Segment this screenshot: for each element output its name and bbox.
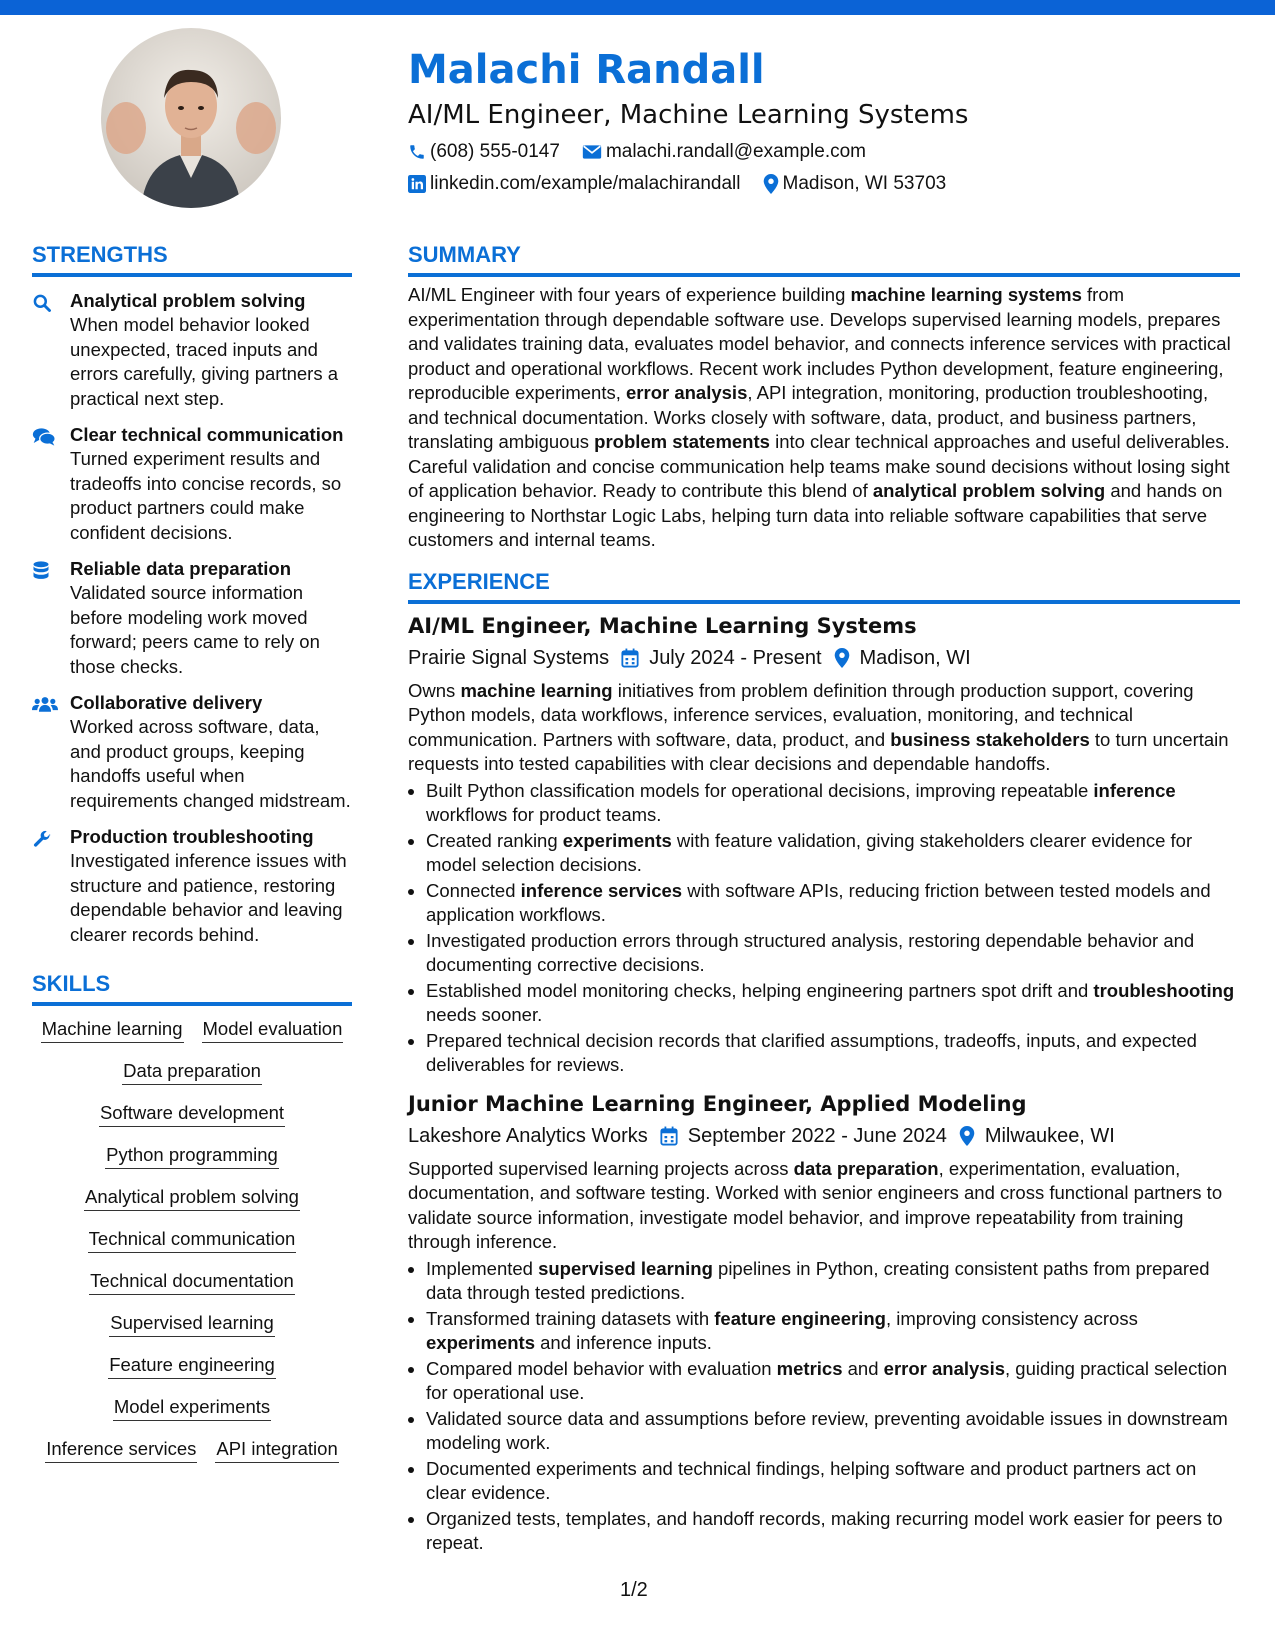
job-entry xyxy=(408,612,1240,1078)
bullet-item: • Built Python classification models for operational decisions, improving repeatable inference workflows for product teams. xyxy=(426,779,1240,828)
candidate-role: AI/ML Engineer, Machine Learning Systems xyxy=(408,100,969,130)
phone-contact[interactable] xyxy=(408,140,560,164)
skill-row xyxy=(122,1058,262,1085)
skill-row xyxy=(108,1352,276,1379)
strength-desc: Worked across software, data, and product groups, keeping handoffs useful when requirements changed midstream. xyxy=(70,716,351,811)
profile-photo xyxy=(101,28,281,208)
bullet-item: • Prepared technical decision records that clarified assumptions, tradeoffs, inputs, and expected deliverables for reviews. xyxy=(426,1029,1240,1078)
bullet-item: • Validated source data and assumptions before review, preventing avoidable issues in downstream modeling work. xyxy=(426,1407,1240,1456)
strength-title: Collaborative delivery xyxy=(70,692,263,713)
skill-row xyxy=(99,1100,285,1127)
summary-heading: SUMMARY xyxy=(408,240,1240,277)
bullet-item: • Organized tests, templates, and handoff records, making recurring model work easier for peers to repeat. xyxy=(426,1507,1240,1556)
job-meta xyxy=(408,643,1240,673)
job-company: Prairie Signal Systems xyxy=(408,646,610,669)
calendar-icon xyxy=(621,648,639,668)
users-icon xyxy=(32,691,70,813)
strength-desc: When model behavior looked unexpected, traced inputs and errors carefully, giving partners a practical next step. xyxy=(70,314,339,409)
skill-row xyxy=(89,1268,295,1295)
bullet-item: • Transformed training datasets with feature engineering, improving consistency across experiments and inference inputs. xyxy=(426,1307,1240,1356)
skill-tag: Feature engineering xyxy=(108,1352,276,1379)
job-dates: July 2024 - Present xyxy=(649,646,822,669)
bullet-item: • Established model monitoring checks, helping engineering partners spot drift and troubleshooting needs sooner. xyxy=(426,979,1240,1028)
bullet-item: • Created ranking experiments with feature validation, giving stakeholders clearer evidence for model selection decisions. xyxy=(426,829,1240,878)
skill-row xyxy=(105,1142,279,1169)
strength-item xyxy=(32,691,352,813)
skill-tag: Technical documentation xyxy=(89,1268,295,1295)
linkedin-url: linkedin.com/example/malachirandall xyxy=(430,173,741,194)
strength-desc: Validated source information before modeling work moved forward; peers came to rely on those checks. xyxy=(70,582,320,677)
job-dates: September 2022 - June 2024 xyxy=(687,1124,947,1147)
skill-row xyxy=(113,1394,271,1421)
email-icon xyxy=(582,144,602,160)
summary-text: AI/ML Engineer with four years of experience building machine learning systems from experimentation through dependable software use. Develops supervised learning models, prepares and validates training data, evaluates model behavior, and connects inference services with practical product and operational workflows. Recent work includes Python development, feature engineering, reproducible experiments, error analysis, API integration, monitoring, production troubleshooting, and technical documentation. Works closely with software, data, product, and business partners, translating ambiguous problem statements into clear technical approaches and useful deliverables. Careful validation and concise communication help teams make sound decisions without losing sight of application behavior. Ready to contribute this blend of analytical problem solving and hands on engineering to Northstar Logic Labs, helping turn data into reliable software capabilities that serve customers and internal teams. xyxy=(408,284,1231,550)
job-location: Madison, WI xyxy=(859,646,971,669)
email-address: malachi.randall@example.com xyxy=(605,141,866,162)
strength-title: Production troubleshooting xyxy=(70,826,314,847)
job-company: Lakeshore Analytics Works xyxy=(408,1124,648,1147)
job-title: Junior Machine Learning Engineer, Applied Modeling xyxy=(408,1091,1027,1116)
skills-heading: SKILLS xyxy=(32,969,352,1006)
linkedin-icon xyxy=(408,175,426,193)
linkedin-contact[interactable] xyxy=(408,172,741,196)
skill-row xyxy=(84,1184,300,1211)
contact-row-2 xyxy=(408,172,1238,196)
strength-item xyxy=(32,557,352,679)
map-pin-icon xyxy=(763,174,779,194)
job-description: Supported supervised learning projects across data preparation, experimentation, evaluation, documentation, and software testing. Worked with senior engineers and cross functional partners to validate source information, investigate model behavior, and improve repeatability from training through inference. xyxy=(408,1157,1223,1252)
job-title: AI/ML Engineer, Machine Learning Systems xyxy=(408,613,917,638)
skill-tag: Analytical problem solving xyxy=(84,1184,300,1211)
skill-tag: Model experiments xyxy=(113,1394,271,1421)
search-icon xyxy=(32,289,70,411)
job-location: Milwaukee, WI xyxy=(984,1124,1115,1147)
skill-tag: Inference services xyxy=(45,1436,197,1463)
phone-number: (608) 555-0147 xyxy=(430,141,560,162)
strengths-list xyxy=(32,289,352,947)
database-icon xyxy=(32,557,70,679)
skill-tag: Python programming xyxy=(105,1142,279,1169)
skill-tag: API integration xyxy=(215,1436,338,1463)
skill-row xyxy=(88,1226,297,1253)
location-text: Madison, WI 53703 xyxy=(782,173,947,194)
calendar-icon xyxy=(660,1126,678,1146)
resume-header xyxy=(408,44,1238,196)
page-number: 1/2 xyxy=(620,1579,648,1601)
strength-item xyxy=(32,825,352,947)
map-pin-icon xyxy=(834,648,850,668)
bullet-item: • Investigated production errors through structured analysis, restoring dependable behavior and documenting corrective decisions. xyxy=(426,929,1240,978)
skill-tag: Technical communication xyxy=(88,1226,297,1253)
strength-desc: Investigated inference issues with structure and patience, restoring dependable behavior and leaving clearer records behind. xyxy=(70,850,347,945)
location-contact xyxy=(763,172,947,196)
skill-tag: Software development xyxy=(99,1100,285,1127)
job-meta xyxy=(408,1121,1240,1151)
skill-tag: Model evaluation xyxy=(202,1016,344,1043)
strength-title: Analytical problem solving xyxy=(70,290,306,311)
strength-title: Clear technical communication xyxy=(70,424,344,445)
skill-row xyxy=(41,1016,344,1043)
sidebar xyxy=(32,240,352,1478)
map-pin-icon xyxy=(959,1126,975,1146)
bullet-item: • Documented experiments and technical findings, helping software and product partners act on clear evidence. xyxy=(426,1457,1240,1506)
skill-row xyxy=(109,1310,275,1337)
skills-list xyxy=(32,1016,352,1478)
job-description: Owns machine learning initiatives from problem definition through production support, covering Python models, data workflows, inference services, evaluation, monitoring, and technical communication. Partners with software, data, product, and business stakeholders to turn uncertain requests into tested capabilities with clear decisions and dependable handoffs. xyxy=(408,679,1229,774)
candidate-name: Malachi Randall xyxy=(408,47,765,93)
skill-tag: Data preparation xyxy=(122,1058,262,1085)
experience-heading: EXPERIENCE xyxy=(408,567,1240,604)
chat-icon xyxy=(32,423,70,545)
top-accent-bar xyxy=(0,0,1275,15)
strength-title: Reliable data preparation xyxy=(70,558,292,579)
skill-row xyxy=(45,1436,338,1463)
strength-item xyxy=(32,423,352,545)
job-bullets xyxy=(408,1257,1240,1556)
bullet-item: • Connected inference services with software APIs, reducing friction between tested models and application workflows. xyxy=(426,879,1240,928)
main-column xyxy=(408,240,1240,1557)
email-contact[interactable] xyxy=(582,140,866,164)
wrench-icon xyxy=(32,825,70,947)
bullet-item: • Implemented supervised learning pipelines in Python, creating consistent paths from prepared data through tested predictions. xyxy=(426,1257,1240,1306)
job-bullets xyxy=(408,779,1240,1078)
contact-row-1 xyxy=(408,140,1238,164)
job-entry xyxy=(408,1090,1240,1556)
phone-icon xyxy=(408,143,426,161)
strength-desc: Turned experiment results and tradeoffs into concise records, so product partners could make confident decisions. xyxy=(70,448,342,543)
skill-tag: Machine learning xyxy=(41,1016,184,1043)
bullet-item: • Compared model behavior with evaluation metrics and error analysis, guiding practical selection for operational use. xyxy=(426,1357,1240,1406)
strengths-heading: STRENGTHS xyxy=(32,240,352,277)
strength-item xyxy=(32,289,352,411)
skill-tag: Supervised learning xyxy=(109,1310,275,1337)
